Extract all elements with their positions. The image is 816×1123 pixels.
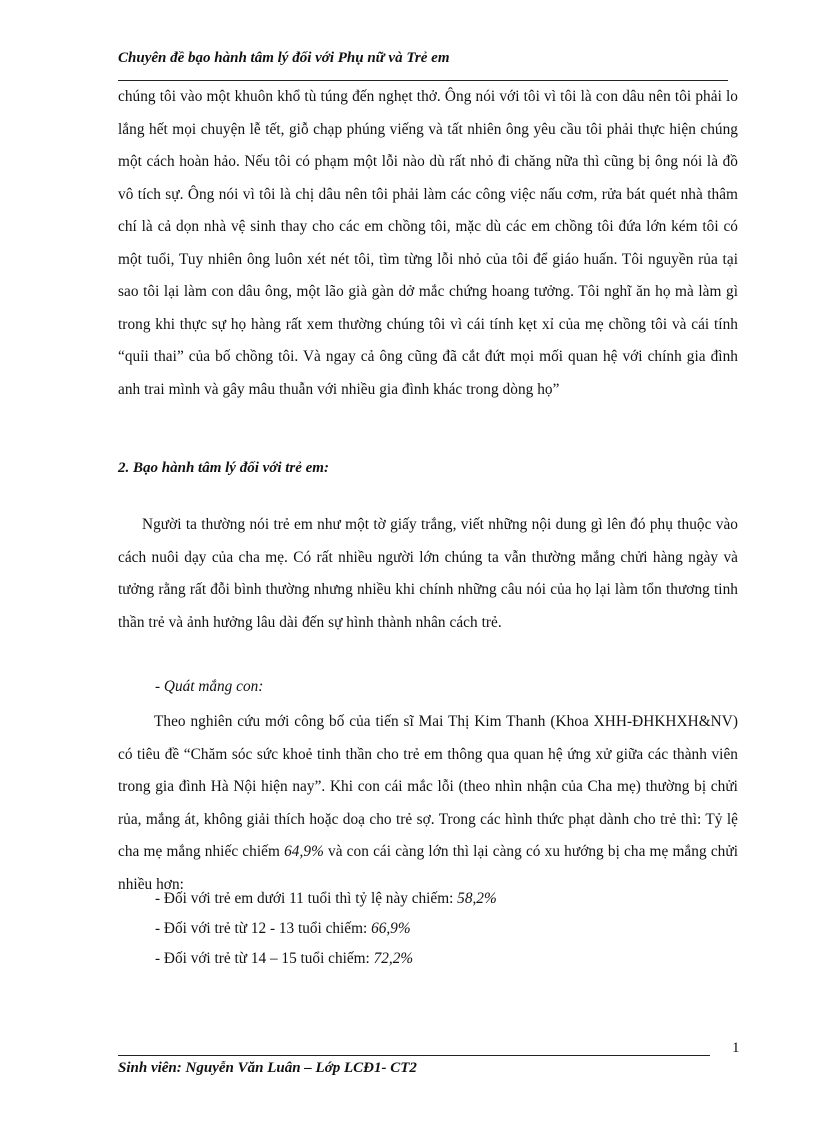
page-header-title: Chuyên đề bạo hành tâm lý đối với Phụ nữ và Trẻ em: [118, 50, 450, 66]
paragraph-quote-continuation: chúng tôi vào một khuôn khổ tù túng đến nghẹt thở. Ông nói với tôi vì tôi là con dâu nên tôi phải lo lắng hết mọi chuyện lễ tết, giỗ chạp phúng viếng và tất nhiên ông yêu cầu tôi phải thực hiện chúng một cách hoàn hảo. Nếu tôi có phạm một lỗi nào dù rất nhỏ đi chăng nữa thì cũng bị ông nói là đồ vô tích sự. Ông nói vì tôi là chị dâu nên tôi phải làm các công việc nấu cơm, rửa bát quét nhà thâm chí là cả dọn nhà vệ sinh thay cho các em chồng tôi, mặc dù các em chồng tôi đứa lớn kém tôi có một tuổi, Tuy nhiên ông luôn xét nét tôi, tìm từng lỗi nhỏ của tôi để giáo huấn. Tôi nguyền rủa tại sao tôi lại làm con dâu ông, một lão già gàn dở mắc chứng hoang tưởng. Tôi nghĩ ăn họ mà làm gì trong khi thực sự họ hàng rất xem thường chúng tôi vì cái tính kẹt xỉ của mẹ chồng tôi và cái tính “quỉi thai” của bố chồng tôi. Và ngay cả ông cũng đã cắt đứt mọi mối quan hệ với chính gia đình anh trai mình và gây mâu thuẫn với nhiều gia đình khác trong dòng họ”: [118, 88, 738, 398]
footer-author: Sinh viên: Nguyễn Văn Luân – Lớp LCĐ1- CT2: [118, 1060, 417, 1076]
list-item: [155, 944, 413, 974]
section-heading: 2. Bạo hành tâm lý đối với trẻ em:: [118, 460, 329, 476]
footer-divider: [118, 1055, 710, 1056]
list-item-value: 58,2%: [457, 890, 497, 907]
paragraph-research-tail: và con cái càng lớn thì lại càng có xu hướng bị cha mẹ mắng chửi nhiều hơn:: [118, 843, 738, 893]
list-item: [155, 884, 497, 914]
list-item-label: - Đối với trẻ từ 14 – 15 tuổi chiếm:: [155, 950, 374, 967]
stat-overall-rate: 64,9%: [284, 843, 324, 860]
list-item-value: 72,2%: [373, 950, 414, 967]
list-item-label: - Đối với trẻ từ 12 - 13 tuổi chiếm:: [155, 920, 372, 937]
sub-heading: - Quát mắng con:: [155, 678, 264, 695]
paragraph-children-intro: Người ta thường nói trẻ em như một tờ giấy trắng, viết những nội dung gì lên đó phụ thuộc vào cách nuôi dạy của cha mẹ. Có rất nhiều người lớn chúng ta vẫn thường mắng chửi hàng ngày và tưởng rằng rất đỗi bình thường nhưng nhiều khi chính những câu nói của họ lại làm tổn thương tinh thần trẻ và ảnh hưởng lâu dài đến sự hình thành nhân cách trẻ.: [118, 516, 738, 631]
page-number: 1: [732, 1040, 740, 1056]
paragraph-research-text: Theo nghiên cứu mới công bố của tiến sĩ Mai Thị Kim Thanh (Khoa XHH-ĐHKHXH&NV) có tiêu đề “Chăm sóc sức khoẻ tinh thần cho trẻ em thông qua quan hệ ứng xử giữa các thành viên trong gia đình Hà Nội hiện nay”. Khi con cái mắc lỗi (theo nhìn nhận của Cha mẹ) thường bị chửi rủa, mắng át, không giải thích hoặc doạ cho trẻ sợ. Trong các hình thức phạt dành cho trẻ thì: Tỷ lệ cha mẹ mắng nhiếc chiếm: [118, 713, 738, 860]
list-item-label: - Đối với trẻ em dưới 11 tuổi thì tỷ lệ này chiếm:: [155, 890, 458, 907]
paragraph-research: [118, 706, 738, 901]
list-item: [155, 914, 411, 944]
list-item-value: 66,9%: [371, 920, 411, 937]
